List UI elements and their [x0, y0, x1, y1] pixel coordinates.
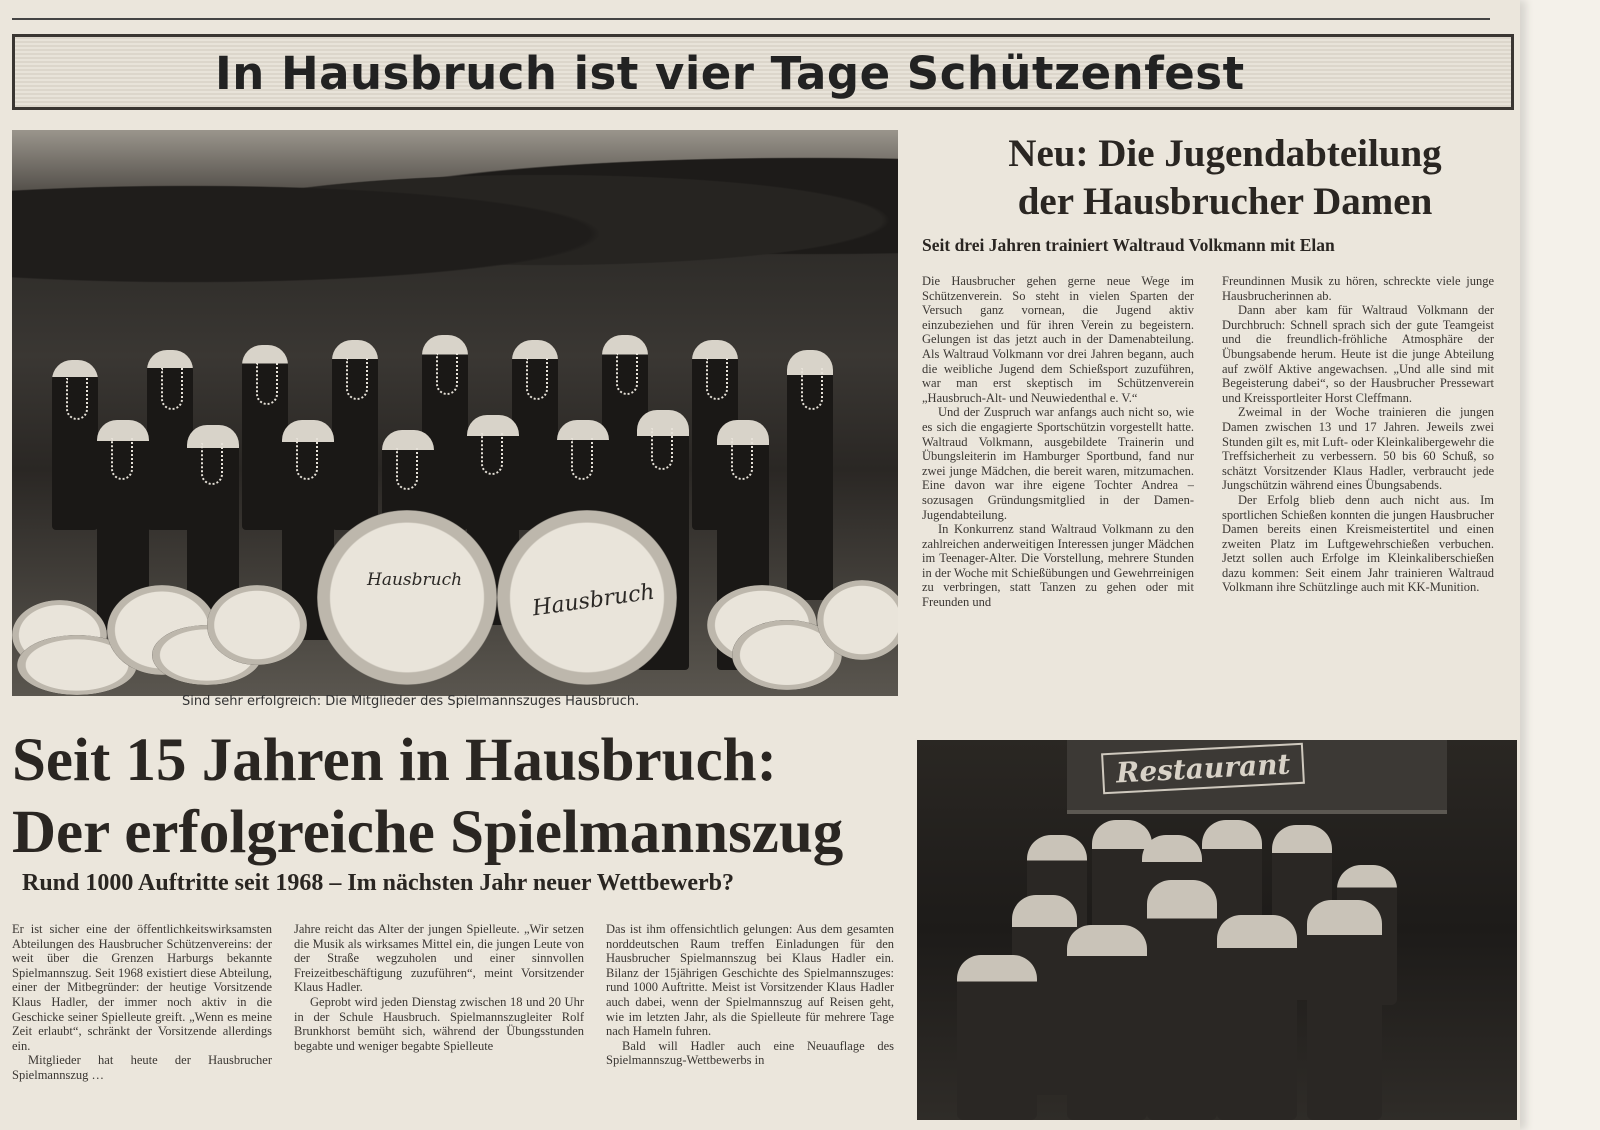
- restaurant-sign: Restaurant: [1101, 743, 1305, 795]
- band-member: [52, 360, 98, 530]
- paragraph: Und der Zuspruch war anfangs auch nicht so, wie es sich die engagierte Sportschützin vorgestellt hatte. Waltraud Volkmann, ausgebildete Trainerin und Übungsleiterin im Hamburger Sportbund, fand nur zwei junge Mädchen, die bereit waren, mitzumachen. Eine davon war ihre eigene Tochter Andrea – sozusagen Gründungsmitglied in der Damen-Jugendabteilung.: [922, 405, 1194, 522]
- jugend-headline-line1: Neu: Die Jugendabteilung: [1008, 132, 1442, 175]
- paragraph: Das ist ihm offensichtlich gelungen: Aus dem gesamten norddeutschen Raum treffen Einladungen für den Hausbrucher Spielmannszug bei Klaus Hadler ein. Bilanz der 15jährigen Geschichte des Spielmannszuges: rund 1000 Auftritte. Meist ist Vorsitzender Klaus Hadler auch dabei, wenn der Spielmannszug auf Reisen geht, wie im letzten Jahr, als die Spielleute für mehrere Tage nach Hameln fuhren.: [606, 922, 894, 1039]
- paragraph: Dann aber kam für Waltraud Volkmann der Durchbruch: Schnell sprach sich der gute Teamgeist und die freundlich-fröhliche Atmosphäre der Übungsabende herum. Heute ist die junge Abteilung auf zwölf Aktive angewachsen. „Und alle sind mit Begeisterung dabei“, so der Hausbrucher Pressewart und Kreissportleiter Horst Cleffmann.: [1222, 303, 1494, 405]
- paragraph: Jahre reicht das Alter der jungen Spielleute. „Wir setzen die Musik als wirksames Mittel ein, die jungen Leute von der Straße wegzuholen und einer sinnvollen Freizeitbeschäftigung zuzuführen“, meint Vorsitzender Klaus Hadler.: [294, 922, 584, 995]
- group-member: [1147, 880, 1217, 1120]
- group-member: [957, 955, 1037, 1120]
- paragraph: Zweimal in der Woche trainieren die jungen Damen zwischen 13 und 17 Jahren. Jeweils zwei Stunden gilt es, mit Luft- oder Kleinkalibergewehr die Treffsicherheit zu verbessern. 50 bis 60 Schuß, so schätzt Vorsitzender Klaus Hadler, verbraucht jede Jungschützin während eines Übungsabends.: [1222, 405, 1494, 493]
- band-member: [332, 340, 378, 530]
- spielmannszug-column-1: [12, 922, 272, 1122]
- group-member: [1307, 900, 1382, 1120]
- spielmannszug-column-2: [294, 922, 584, 1122]
- jugend-headline-line2: der Hausbrucher Damen: [1017, 180, 1433, 223]
- paragraph: Er ist sicher eine der öffentlichkeitswirksamsten Abteilungen des Hausbrucher Schützenvereins: der weit über die Grenzen Harburgs bekannte Spielmannszug. Seit 1968 existiert diese Abteilung, einer der Mitbegründer: der heutige Vorsitzende Klaus Hadler, der immer noch aktiv in die Geschicke seiner Spielleute greift. „Wenn es meine Zeit erlaubt“, schränkt der Vorsitzende allerdings ein.: [12, 922, 272, 1053]
- headline-banner: [12, 34, 1514, 110]
- banner-headline: In Hausbruch ist vier Tage Schützenfest: [215, 47, 1245, 100]
- paragraph: Geprobt wird jeden Dienstag zwischen 18 und 20 Uhr in der Schule Hausbruch. Spielmannszugleiter Rolf Brunkhorst bemüht sich, während der Übungsstunden begabte und weniger begabte Spielleute: [294, 994, 584, 1053]
- spielmannszug-headline-line2: Der erfolgreiche Spielmannszug: [12, 799, 844, 866]
- band-member: [787, 350, 833, 600]
- group-member: [1217, 915, 1297, 1120]
- paragraph: Freundinnen Musik zu hören, schreckte viele junge Hausbrucherinnen ab.: [1222, 274, 1494, 303]
- paragraph: Die Hausbrucher gehen gerne neue Wege im Schützenverein. So steht in vielen Sparten der Versuch ganz vornean, die Jugend aktiv einzubeziehen und für ihren Verein zu begeistern. Gelungen ist das jetzt auch in der Damenabteilung. Als Waltraud Volkmann vor drei Jahren begann, auch die weibliche Jugend dem Schießsport zuzuführen, war man erst skeptisch im Schützenverein „Hausbruch-Alt- und Neuwiedenthal e. V.“: [922, 274, 1194, 405]
- paragraph: In Konkurrenz stand Waltraud Volkmann zu den zahlreichen anderweitigen Interessen junger Mädchen im Teenager-Alter. Die Vorstellung, mehrere Stunden in der Woche mit Schießübungen und Gewehrreinigen zu verbringen, statt Tanzen zu gehen oder mit Freunden und: [922, 522, 1194, 610]
- paragraph: Der Erfolg blieb denn auch nicht aus. Im sportlichen Schießen konnten die jungen Hausbrucher Damen bereits einen Kreismeistertitel und einen zweiten Platz im Luftgewehrschießen verbuchen. Jetzt sollen auch Erfolge im Kleinkaliberschießen dazu kommen: Seit einem Jahr trainieren Waltraud Volkmann ihre Schützlinge auch mit KK-Munition.: [1222, 492, 1494, 595]
- snare-drum: [207, 585, 307, 665]
- jugend-column-1: [922, 274, 1194, 714]
- spielmannszug-photo: [12, 130, 898, 696]
- jugend-headline: [970, 130, 1480, 226]
- jugend-column-2: [1222, 274, 1494, 714]
- spielmannszug-column-3: [606, 922, 894, 1122]
- drum-right-lettering: Hausbruch: [530, 579, 657, 622]
- snare-drum: [817, 580, 898, 660]
- jugendabteilung-photo: [917, 740, 1517, 1120]
- paragraph: Bald will Hadler auch eine Neuauflage des Spielmannszug-Wettbewerbs in: [606, 1038, 894, 1068]
- photo-caption: Sind sehr erfolgreich: Die Mitglieder des Spielmannszuges Hausbruch.: [182, 694, 640, 709]
- top-rule: [12, 18, 1490, 20]
- drum-left-lettering: Hausbruch: [367, 570, 463, 590]
- spielmannszug-headline: [12, 725, 843, 869]
- jugend-subheadline: Seit drei Jahren trainiert Waltraud Volkmann mit Elan: [922, 235, 1335, 255]
- group-member: [1067, 925, 1147, 1120]
- spielmannszug-subheadline: Rund 1000 Auftritte seit 1968 – Im nächsten Jahr neuer Wettbewerb?: [22, 870, 734, 896]
- photo-trees: [12, 150, 898, 290]
- paragraph: Mitglieder hat heute der Hausbrucher Spielmannszug …: [12, 1053, 272, 1082]
- bass-drum-left: [317, 510, 497, 685]
- spielmannszug-headline-line1: Seit 15 Jahren in Hausbruch:: [12, 727, 777, 794]
